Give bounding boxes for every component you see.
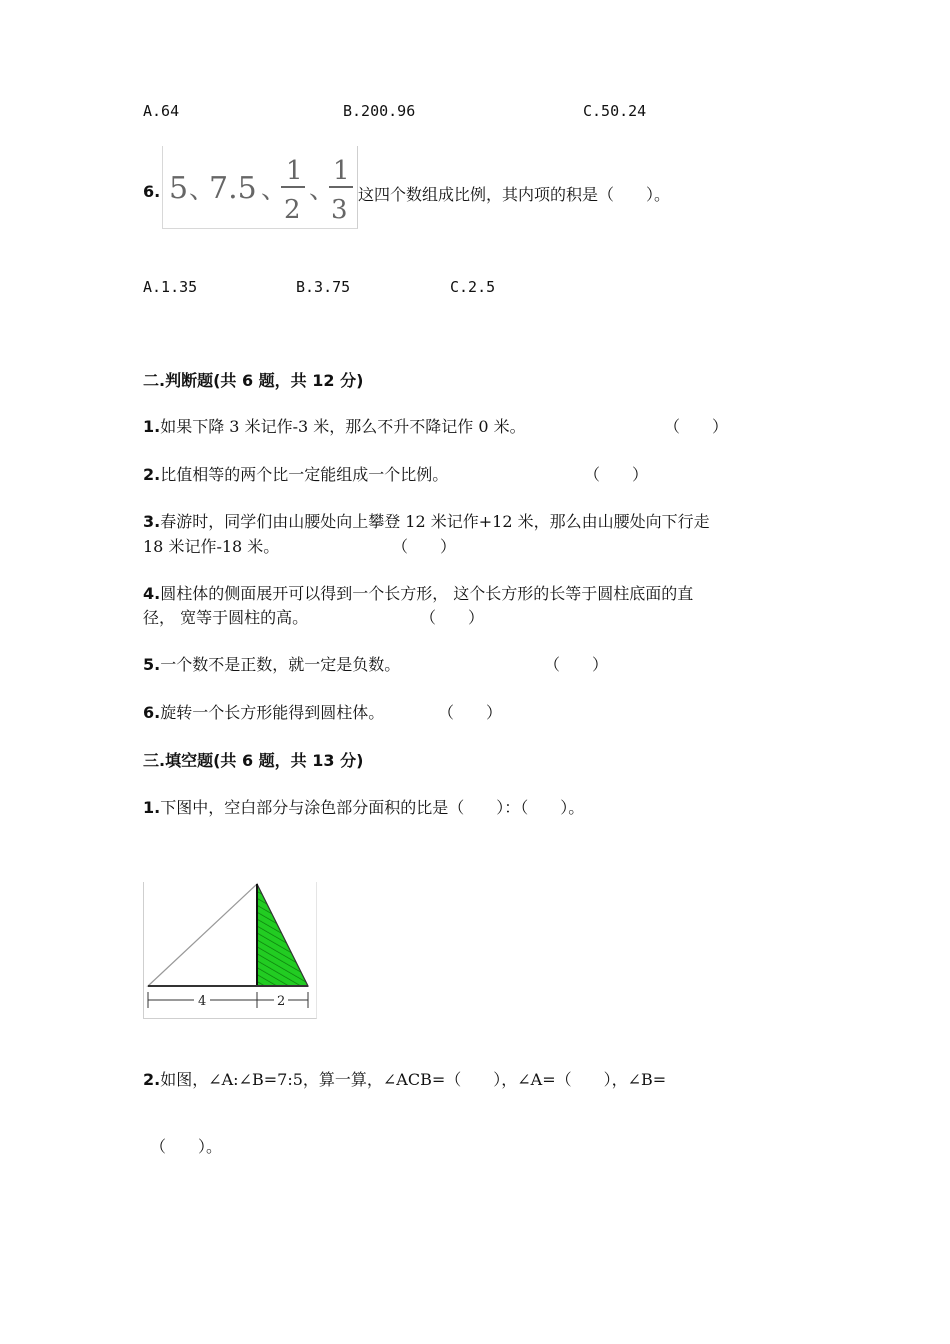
answer-paren: （ ）: [392, 537, 457, 556]
item-number: 2.: [143, 465, 161, 484]
answer-paren: （ ）: [420, 608, 485, 627]
answer-paren: （ ）: [664, 417, 729, 436]
question-number: 6.: [143, 182, 161, 201]
list-item: [143, 581, 693, 604]
option-c: C.50.24: [583, 102, 647, 120]
list-item: [143, 652, 400, 675]
section-title: 二.判断题(共 6 题，共 12 分): [143, 371, 364, 390]
expr-5: 5: [169, 171, 189, 206]
list-item: [143, 414, 526, 437]
item-text: 比值相等的两个比一定能组成一个比例。: [160, 465, 449, 484]
item-number: 1.: [143, 798, 161, 817]
expr-denominator: 3: [331, 195, 348, 225]
answer-paren: （ ）: [584, 465, 649, 484]
option-c: C.2.5: [450, 278, 496, 296]
item-number: 2.: [143, 1070, 161, 1089]
item-text-continued: 径， 宽等于圆柱的高。: [143, 608, 309, 627]
expr-comma: 、: [309, 175, 336, 205]
option-b: B.200.96: [343, 102, 416, 120]
list-item: [143, 509, 710, 532]
item-text: 如果下降 3 米记作-3 米，那么不升不降记作 0 米。: [160, 417, 526, 436]
item-text-continued: （ ）。: [150, 1137, 223, 1156]
expr-comma: 、: [189, 175, 216, 205]
list-item: [143, 795, 584, 818]
option-a: A.1.35: [143, 278, 198, 296]
answer-paren: （ ）: [544, 655, 609, 674]
item-number: 5.: [143, 655, 161, 674]
label-2: 2: [277, 994, 286, 1009]
item-number: 4.: [143, 584, 161, 603]
list-item: [143, 1067, 666, 1090]
expr-numerator: 1: [333, 156, 350, 186]
item-text: 如图，∠A:∠B=7:5，算一算，∠ACB=（ ），∠A=（ ），∠B=: [160, 1070, 667, 1089]
ratio-expression-image: [162, 146, 358, 229]
list-item: [143, 462, 448, 485]
expr-denominator: 2: [284, 195, 301, 225]
item-text: 一个数不是正数，就一定是负数。: [160, 655, 401, 674]
option-b: B.3.75: [296, 278, 351, 296]
list-item: [143, 700, 384, 723]
item-number: 6.: [143, 703, 161, 722]
expr-7-5: 7.5: [209, 171, 257, 206]
item-number: 1.: [143, 417, 161, 436]
item-text-continued: 18 米记作-18 米。: [143, 537, 280, 556]
item-text: 下图中，空白部分与涂色部分面积的比是（ ）：（ ）。: [160, 798, 585, 817]
blank-triangle: [148, 884, 257, 986]
item-number: 3.: [143, 512, 161, 531]
item-text: 春游时，同学们由山腰处向上攀登 12 米记作+12 米，那么由山腰处向下行走: [160, 512, 710, 531]
question-text: 这四个数组成比例，其内项的积是（ ）。: [358, 185, 671, 204]
item-text: 旋转一个长方形能得到圆柱体。: [160, 703, 385, 722]
triangle-figure: [143, 882, 317, 1019]
expr-numerator: 1: [286, 156, 303, 186]
shaded-triangle: [257, 884, 308, 986]
section-title: 三.填空题(共 6 题，共 13 分): [143, 751, 364, 770]
item-text: 圆柱体的侧面展开可以得到一个长方形， 这个长方形的长等于圆柱底面的直: [160, 584, 694, 603]
label-4: 4: [198, 994, 207, 1009]
expr-comma: 、: [261, 175, 288, 205]
option-a: A.64: [143, 102, 180, 120]
answer-paren: （ ）: [438, 703, 503, 722]
